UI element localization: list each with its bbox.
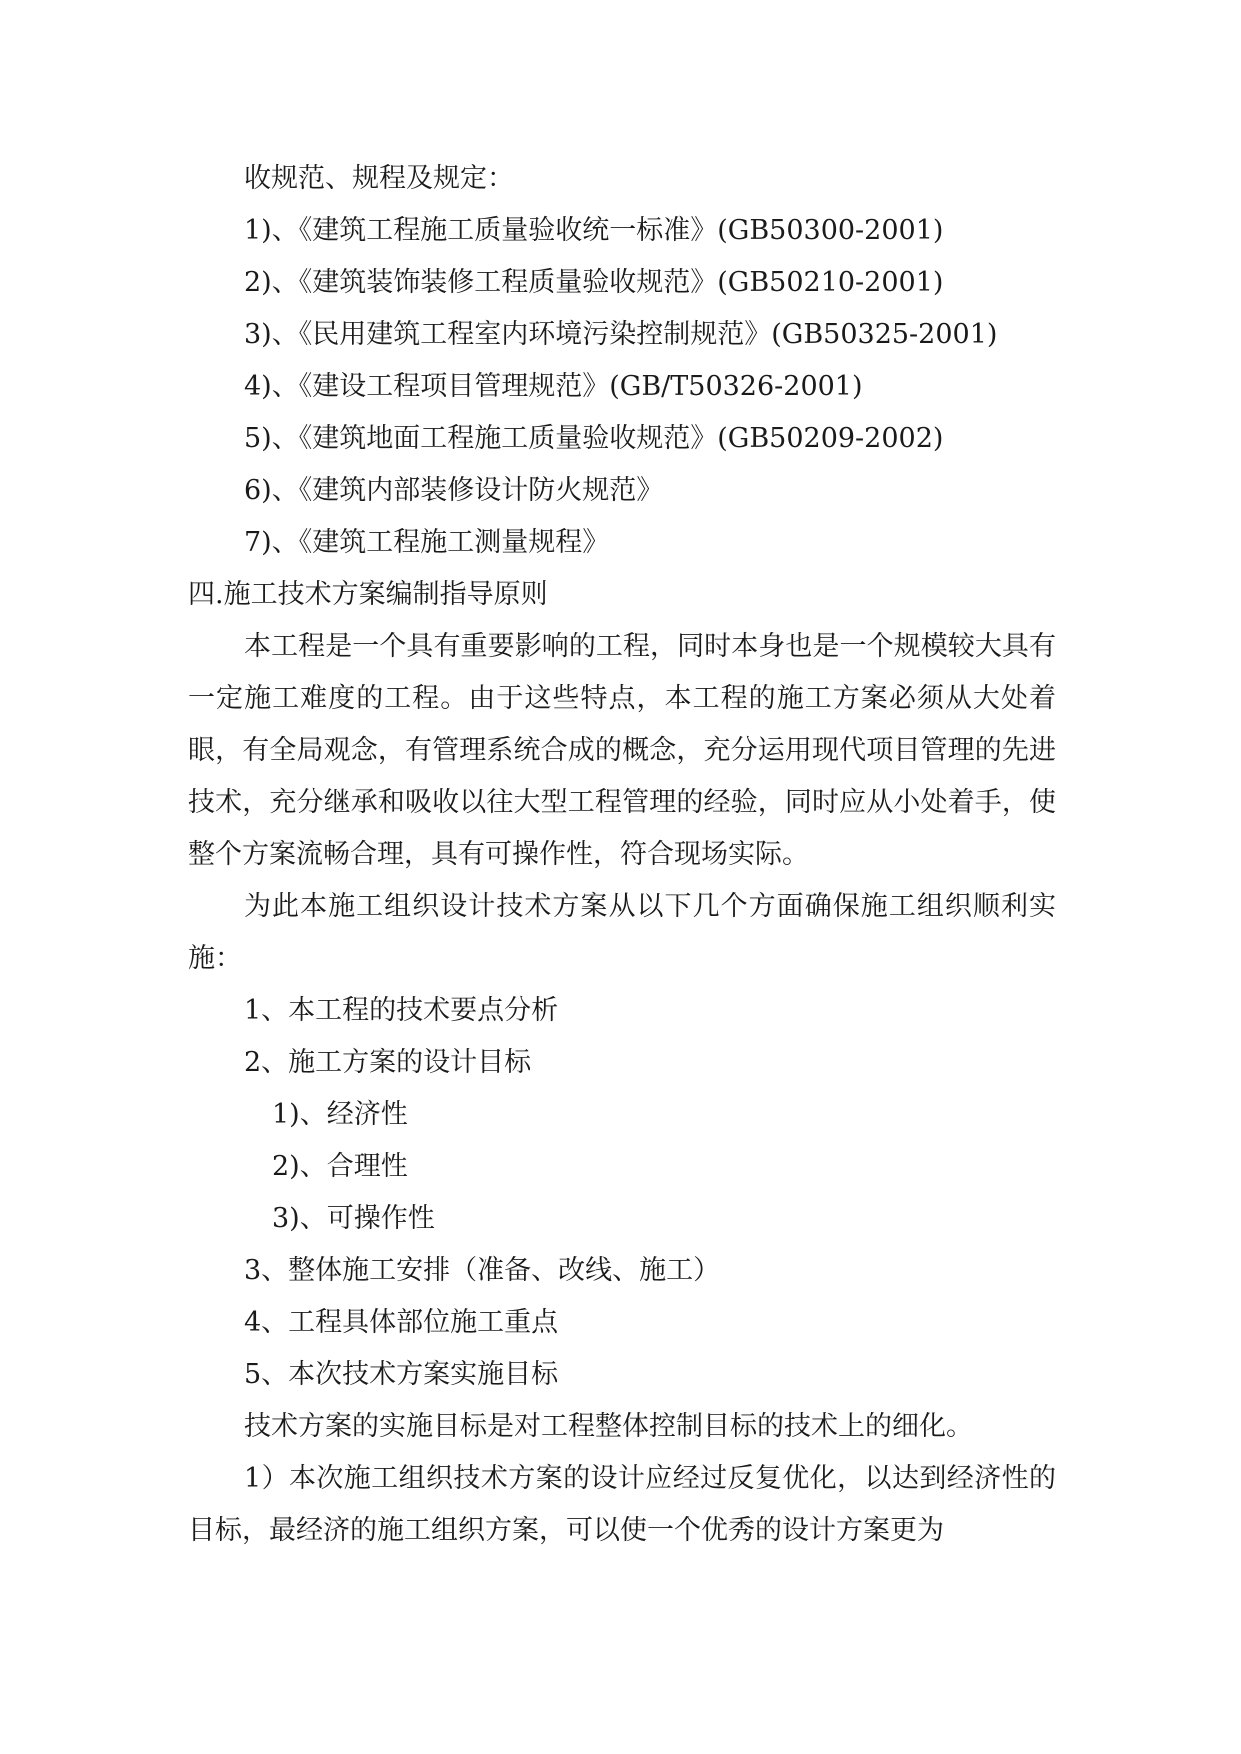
standard-item-7: 7)、《建筑工程施工测量规程》 bbox=[244, 527, 610, 558]
goal-sub-item-2: 2)、合理性 bbox=[272, 1151, 408, 1182]
standard-item-6: 6)、《建筑内部装修设计防火规范》 bbox=[244, 475, 664, 506]
aspect-item-1: 1、本工程的技术要点分析 bbox=[244, 995, 559, 1026]
target-description: 技术方案的实施目标是对工程整体控制目标的技术上的细化。 bbox=[244, 1411, 973, 1442]
aspect-item-3: 3、整体施工安排（准备、改线、施工） bbox=[244, 1255, 721, 1286]
aspect-item-4: 4、工程具体部位施工重点 bbox=[244, 1307, 559, 1338]
paragraph-optimization: 1）本次施工组织技术方案的设计应经过反复优化，以达到经济性的目标，最经济的施工组织方案，可以使一个优秀的设计方案更为 bbox=[188, 1463, 1056, 1546]
standard-item-2: 2)、《建筑装饰装修工程质量验收规范》(GB50210-2001) bbox=[244, 267, 944, 298]
section-heading: 四.施工技术方案编制指导原则 bbox=[188, 579, 548, 610]
goal-sub-item-1: 1)、经济性 bbox=[272, 1099, 408, 1130]
standard-item-4: 4)、《建设工程项目管理规范》(GB/T50326-2001) bbox=[244, 371, 863, 402]
paragraph-principles: 本工程是一个具有重要影响的工程，同时本身也是一个规模较大具有一定施工难度的工程。由于这些特点，本工程的施工方案必须从大处着眼，有全局观念，有管理系统合成的概念，充分运用现代项目管理的先进技术，充分继承和吸收以往大型工程管理的经验，同时应从小处着手，使整个方案流畅合理，具有可操作性，符合现场实际。 bbox=[188, 631, 1056, 870]
document-body bbox=[188, 153, 1056, 1557]
aspect-item-2: 2、施工方案的设计目标 bbox=[244, 1047, 532, 1078]
aspect-item-5: 5、本次技术方案实施目标 bbox=[244, 1359, 559, 1390]
standard-item-1: 1)、《建筑工程施工质量验收统一标准》(GB50300-2001) bbox=[244, 215, 944, 246]
standard-item-5: 5)、《建筑地面工程施工质量验收规范》(GB50209-2002) bbox=[244, 423, 944, 454]
intro-line: 收规范、规程及规定： bbox=[244, 163, 514, 194]
goal-sub-item-3: 3)、可操作性 bbox=[272, 1203, 435, 1234]
standard-item-3: 3)、《民用建筑工程室内环境污染控制规范》(GB50325-2001) bbox=[244, 319, 998, 350]
paragraph-aspects: 为此本施工组织设计技术方案从以下几个方面确保施工组织顺利实施： bbox=[188, 891, 1056, 974]
